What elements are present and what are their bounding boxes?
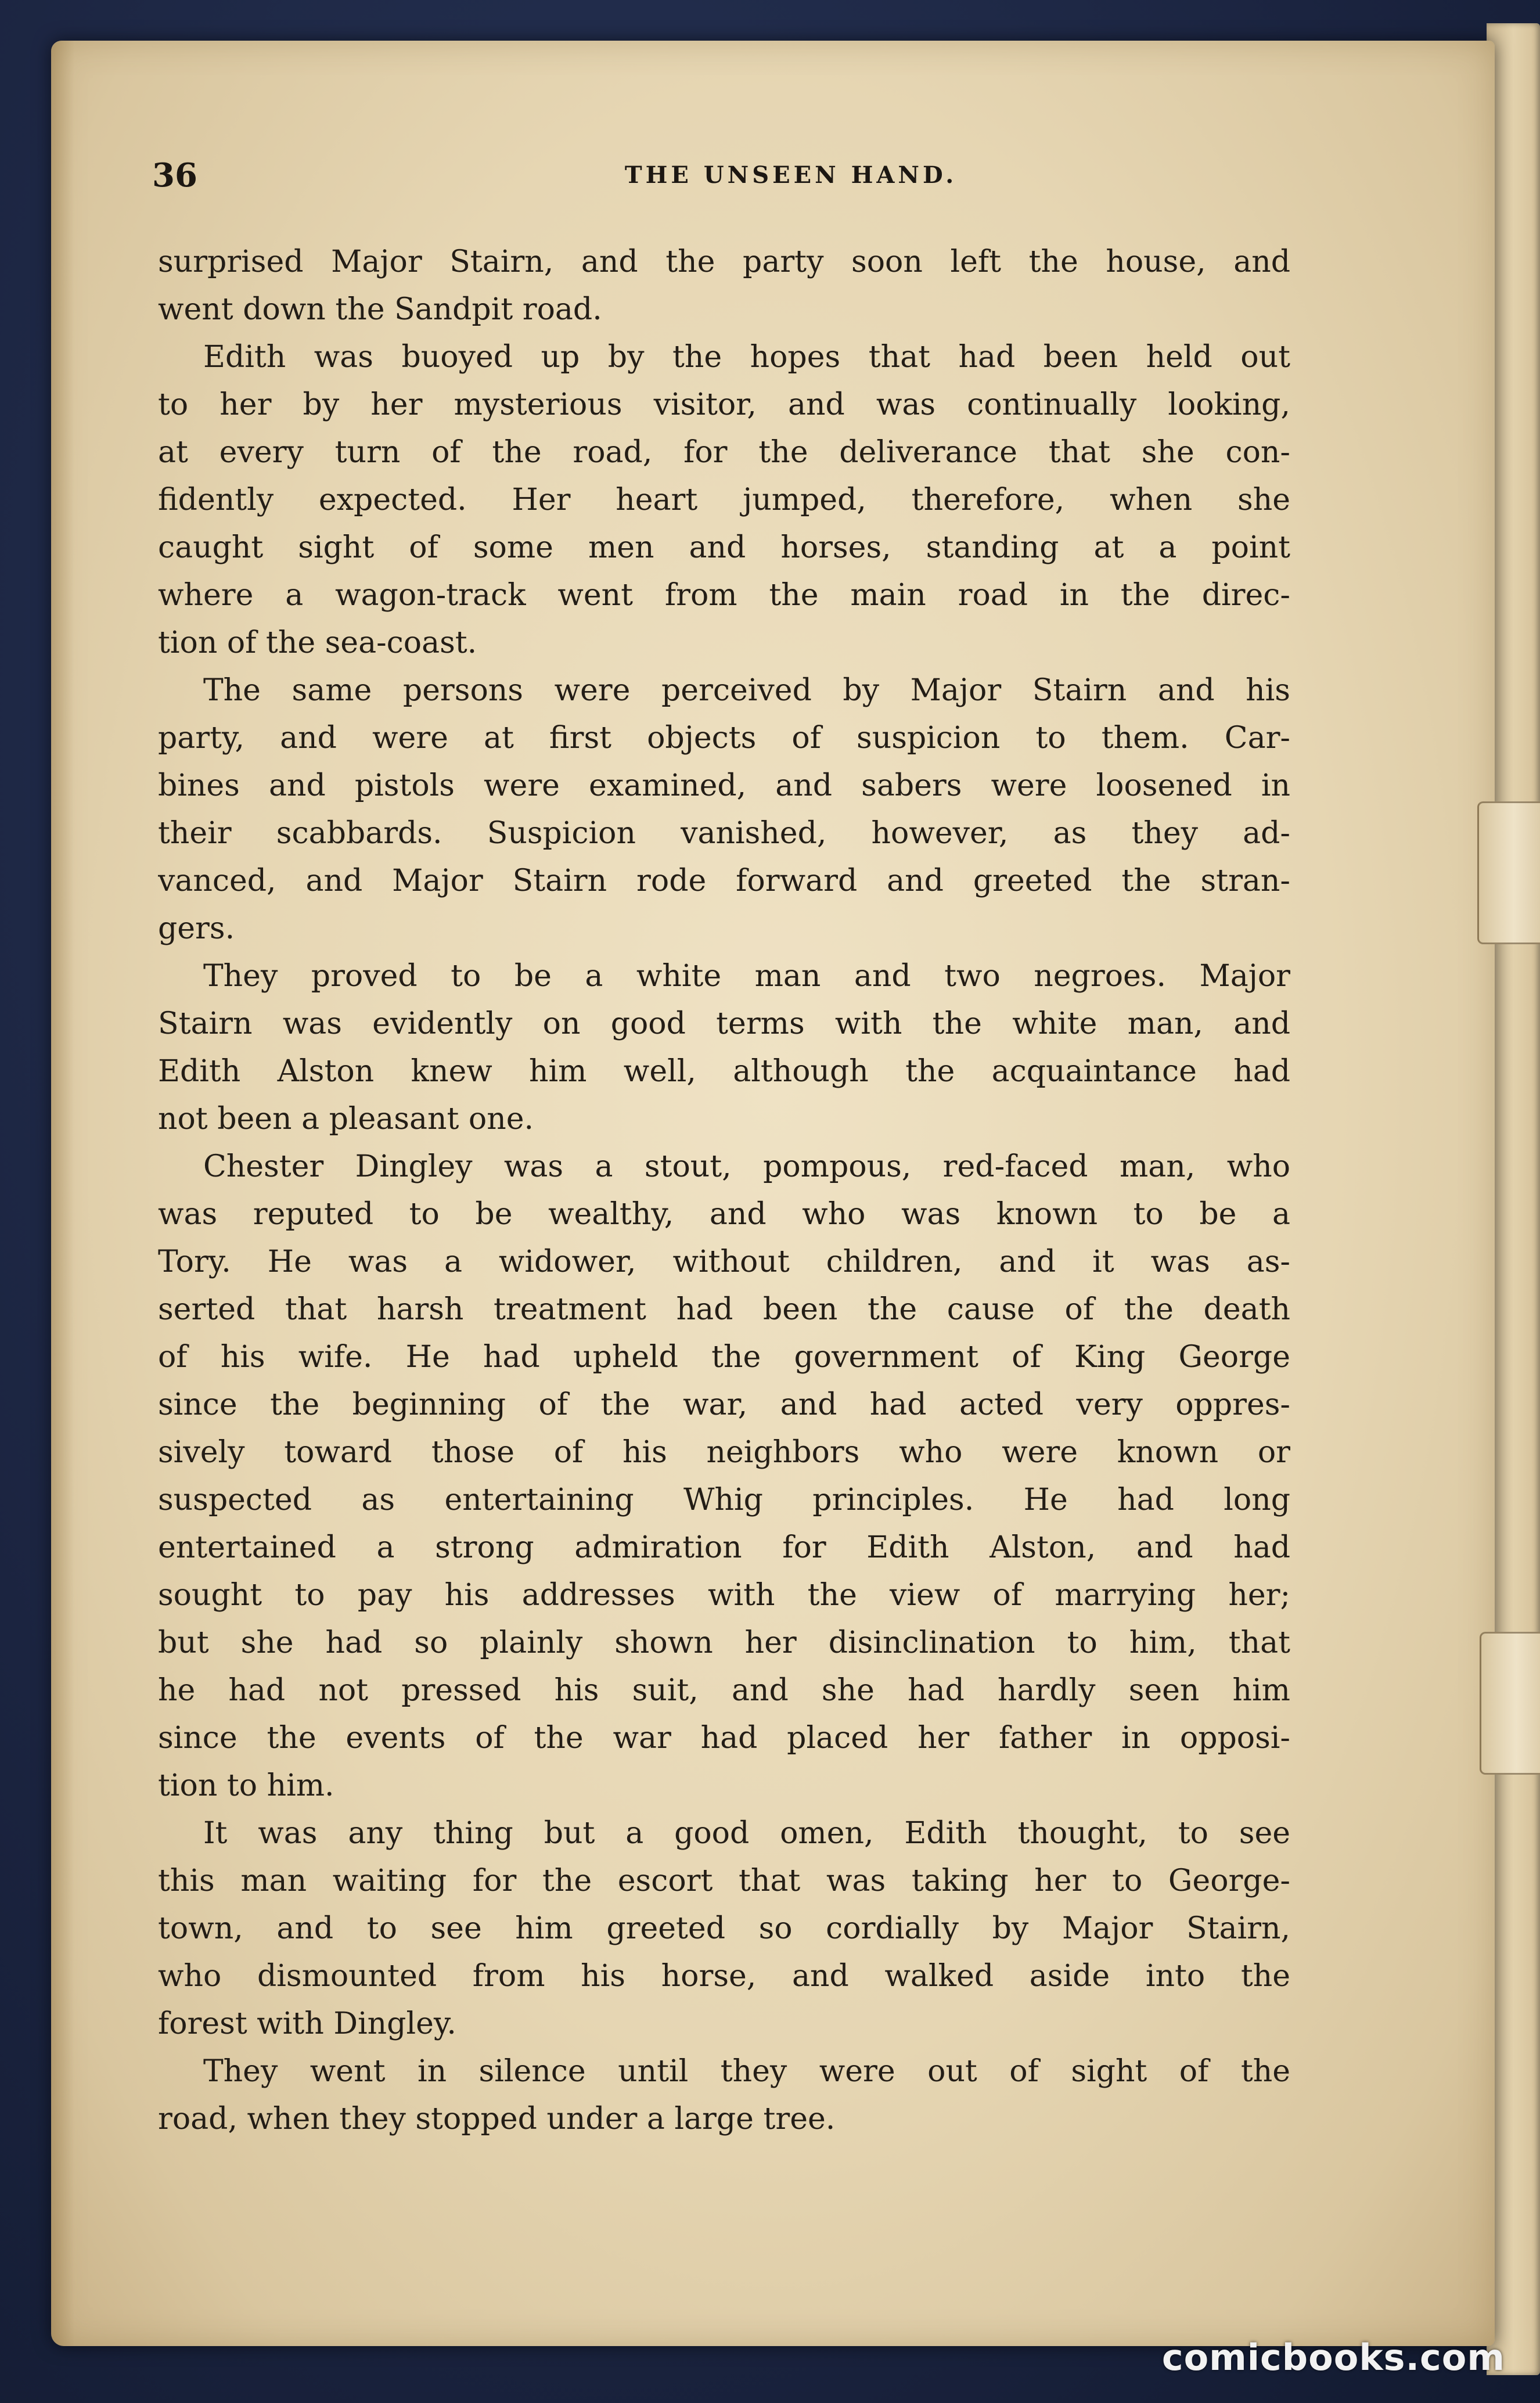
text-line: bines and pistols were examined, and sabers were loosened in [158, 768, 1290, 803]
text-line: sought to pay his addresses with the view of marrying her; [158, 1578, 1290, 1613]
text-line: this man waiting for the escort that was taking her to George- [158, 1864, 1290, 1898]
page-number: 36 [152, 156, 197, 195]
text-line: went down the Sandpit road. [158, 292, 602, 327]
text-line: Edith Alston knew him well, although the acquaintance had [158, 1054, 1290, 1089]
paragraph-first-line: The same persons were perceived by Major Stairn and his [203, 673, 1290, 708]
paragraph-first-line: It was any thing but a good omen, Edith thought, to see [203, 1816, 1290, 1851]
text-line: where a wagon-track went from the main road in the direc- [158, 578, 1290, 613]
running-title: THE UNSEEN HAND. [624, 161, 958, 189]
text-line: caught sight of some men and horses, standing at a point [158, 530, 1290, 565]
text-line: but she had so plainly shown her disinclination to him, that [158, 1625, 1290, 1660]
text-line: Stairn was evidently on good terms with the white man, and [158, 1006, 1290, 1041]
text-line: party, and were at first objects of suspicion to them. Car- [158, 721, 1290, 756]
text-line: gers. [158, 911, 235, 946]
site-watermark: comicbooks.com [1161, 2336, 1505, 2379]
text-line: sively toward those of his neighbors who were known or [158, 1435, 1290, 1470]
text-line: road, when they stopped under a large tree. [158, 2102, 836, 2136]
text-line: vanced, and Major Stairn rode forward and greeted the stran- [158, 864, 1290, 898]
binding-stitch-bottom [1480, 1632, 1540, 1775]
body-text [158, 238, 1290, 2143]
text-line: tion to him. [158, 1768, 334, 1803]
paragraph-first-line: Chester Dingley was a stout, pompous, red-faced man, who [203, 1149, 1290, 1184]
text-line: surprised Major Stairn, and the party soon left the house, and [158, 244, 1290, 279]
paragraph-first-line: They went in silence until they were out of sight of the [203, 2054, 1290, 2089]
text-line: he had not pressed his suit, and she had hardly seen him [158, 1673, 1290, 1708]
text-line: their scabbards. Suspicion vanished, however, as they ad- [158, 816, 1290, 851]
text-line: suspected as entertaining Whig principles. He had long [158, 1483, 1290, 1517]
text-line: to her by her mysterious visitor, and was continually looking, [158, 387, 1290, 422]
paragraph-first-line: Edith was buoyed up by the hopes that had been held out [203, 340, 1290, 375]
text-line: forest with Dingley. [158, 2006, 456, 2041]
page-gutter-shadow [51, 41, 74, 2346]
text-line: tion of the sea-coast. [158, 625, 477, 660]
text-line: since the events of the war had placed her father in opposi- [158, 1721, 1290, 1756]
text-line: at every turn of the road, for the deliverance that she con- [158, 435, 1290, 470]
text-line: not been a pleasant one. [158, 1102, 534, 1136]
text-line: serted that harsh treatment had been the cause of the death [158, 1292, 1290, 1327]
running-header [152, 152, 1290, 199]
text-line: was reputed to be wealthy, and who was known to be a [158, 1197, 1290, 1232]
text-line: who dismounted from his horse, and walked aside into the [158, 1959, 1290, 1994]
binding-stitch-top [1477, 801, 1540, 944]
paragraph-first-line: They proved to be a white man and two negroes. Major [203, 959, 1290, 994]
text-line: fidently expected. Her heart jumped, therefore, when she [158, 483, 1290, 517]
text-line: entertained a strong admiration for Edith Alston, and had [158, 1530, 1290, 1565]
text-line: Tory. He was a widower, without children, and it was as- [158, 1244, 1290, 1279]
text-line: of his wife. He had upheld the government of King George [158, 1340, 1290, 1375]
text-line: since the beginning of the war, and had acted very oppres- [158, 1387, 1290, 1422]
text-line: town, and to see him greeted so cordially by Major Stairn, [158, 1911, 1290, 1946]
